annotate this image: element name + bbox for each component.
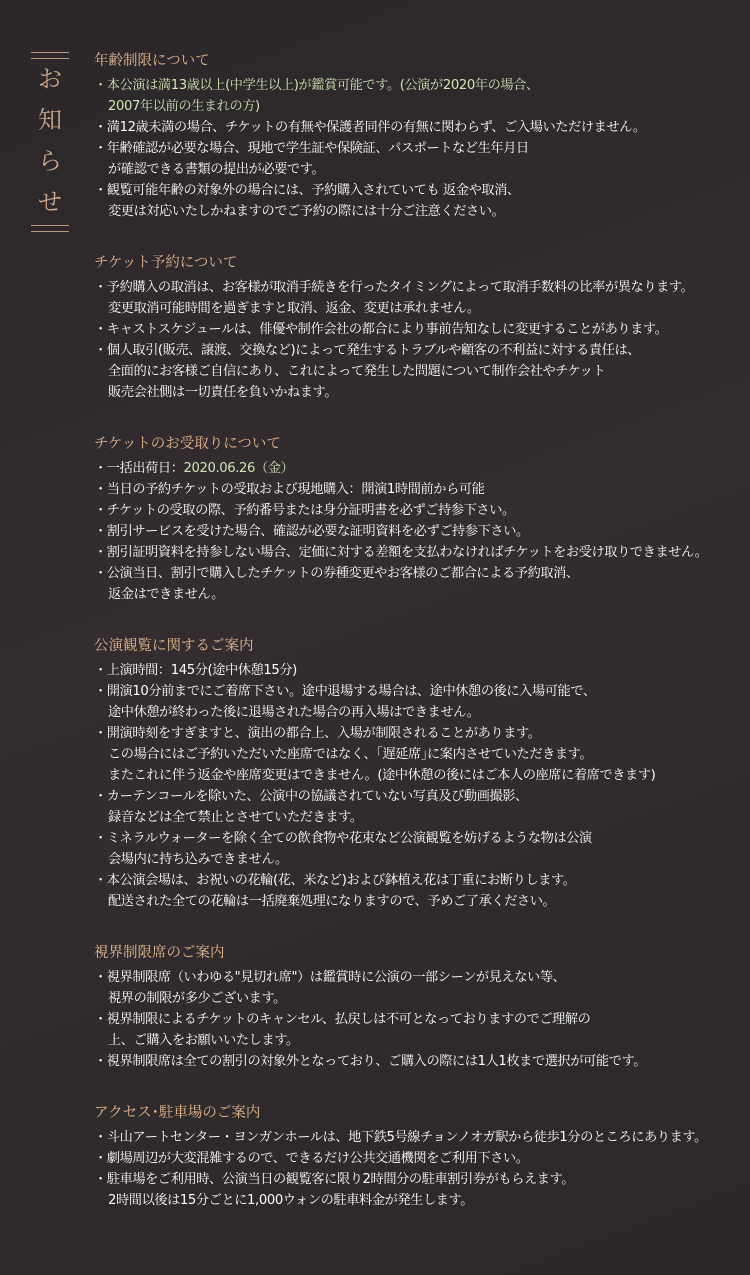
notice-item-text: 途中休憩が終わった後に退場された場合の再入場はできません。 bbox=[108, 705, 480, 720]
notice-item-text: 変更取消可能時間を過ぎますと取消、返金、変更は承れません。 bbox=[108, 301, 480, 316]
notice-item-line bbox=[94, 1030, 744, 1051]
section-heading: 年齢制限について bbox=[94, 53, 210, 69]
notice-item-text: 販売会社側は一切責任を負いかねます。 bbox=[108, 385, 338, 400]
notice-item-text: 上、ご購入をお願いいたします。 bbox=[108, 1033, 299, 1048]
notice-item-line bbox=[94, 1148, 744, 1169]
notice-item bbox=[94, 1169, 744, 1211]
notice-item bbox=[94, 479, 744, 500]
notice-section bbox=[94, 50, 744, 222]
notice-item-text: ・予約購入の取消は、お客様が取消手続きを行ったタイミングによって取消手数料の比率が異なります。 bbox=[94, 280, 694, 295]
notice-item-line bbox=[94, 1127, 744, 1148]
notice-item-line bbox=[94, 1009, 744, 1030]
notice-item-text: ・本公演会場は、お祝いの花輪(花、米など)および鉢植え花は丁重にお断りします。 bbox=[94, 873, 576, 888]
notice-item-line bbox=[94, 298, 744, 319]
notice-item-text: ・キャストスケジュールは、俳優や制作会社の都合により事前告知なしに変更することがあります。 bbox=[94, 322, 668, 337]
notice-item-text: ・開演10分前までにご着席下さい。途中退場する場合は、途中休憩の後に入場可能で、 bbox=[94, 684, 596, 699]
notice-item-text: ・チケットの受取の際、予約番号または身分証明書を必ずご持参下さい。 bbox=[94, 503, 515, 518]
notice-item bbox=[94, 967, 744, 1009]
notice-item-text: 変更は対応いたしかねますのでご予約の際には十分ご注意ください。 bbox=[108, 204, 505, 219]
notice-item-line bbox=[94, 117, 744, 138]
section-heading: 視界制限席のご案内 bbox=[94, 945, 225, 961]
notice-item bbox=[94, 723, 744, 786]
notice-item bbox=[94, 660, 744, 681]
section-heading: チケット予約について bbox=[94, 255, 238, 271]
notice-item-line bbox=[94, 1051, 744, 1072]
notice-item-text: ・割引サービスを受けた場合、確認が必要な証明資料を必ずご持参下さい。 bbox=[94, 524, 529, 539]
notice-item bbox=[94, 277, 744, 319]
notice-item-line bbox=[94, 891, 744, 912]
notice-item-line bbox=[94, 521, 744, 542]
notice-char: せ bbox=[38, 188, 62, 216]
notice-item-line bbox=[94, 584, 744, 605]
notice-section bbox=[94, 1102, 744, 1211]
notice-item-line bbox=[94, 361, 744, 382]
notice-item-text: ・個人取引(販売、譲渡、交換など)によって発生するトラブルや顧客の不利益に対する責任は、 bbox=[94, 343, 641, 358]
notice-item-text: 録音などは全て禁止とさせていただきます。 bbox=[108, 810, 363, 825]
notice-item-line bbox=[94, 702, 744, 723]
notice-item-line bbox=[94, 870, 744, 891]
notice-content bbox=[94, 50, 744, 1241]
notice-item bbox=[94, 1051, 744, 1072]
notice-item-line bbox=[94, 340, 744, 361]
notice-item-line bbox=[94, 988, 744, 1009]
notice-item-text: ・満12歳未満の場合、チケットの有無や保護者同伴の有無に関わらず、ご入場いただけません。 bbox=[94, 120, 646, 135]
notice-item-line bbox=[94, 458, 744, 479]
notice-section bbox=[94, 433, 744, 605]
notice-char: 知 bbox=[38, 106, 62, 134]
notice-section bbox=[94, 942, 744, 1072]
notice-item-text: ・年齢確認が必要な場合、現地で学生証や保険証、パスポートなど生年月日 bbox=[94, 141, 529, 156]
notice-char: ら bbox=[38, 147, 62, 175]
notice-item-line bbox=[94, 138, 744, 159]
notice-item-line bbox=[94, 542, 744, 563]
notice-item-text: ・開演時刻をすぎますと、演出の都合上、入場が制限されることがあります。 bbox=[94, 726, 541, 741]
notice-item-text: ・視界制限席は全ての割引の対象外となっており、ご購入の際には1人1枚まで選択が可能です。 bbox=[94, 1054, 646, 1069]
notice-char: お bbox=[38, 65, 62, 93]
notice-item-text: 会場内に持ち込みできません。 bbox=[108, 852, 288, 867]
notice-section bbox=[94, 252, 744, 403]
notice-item bbox=[94, 340, 744, 403]
notice-item-text: 2007年以前の生まれの方) bbox=[108, 99, 260, 114]
notice-label-box bbox=[31, 58, 69, 226]
notice-item-text: ・観覧可能年齢の対象外の場合には、予約購入されていても 返金や取消、 bbox=[94, 183, 520, 198]
notice-item-text: が確認できる書類の提出が必要です。 bbox=[108, 162, 325, 177]
notice-item bbox=[94, 75, 744, 117]
notice-item-text: ・割引証明資料を持参しない場合、定価に対する差額を支払わなければチケットをお受け取りできません。 bbox=[94, 545, 708, 560]
notice-item-line bbox=[94, 849, 744, 870]
shipping-date: 2020.06.26（金） bbox=[183, 461, 294, 476]
section-heading: 公演観覧に関するご案内 bbox=[94, 638, 254, 654]
notice-item bbox=[94, 542, 744, 563]
notice-item-line bbox=[94, 765, 744, 786]
notice-item-line bbox=[94, 1169, 744, 1190]
notice-item bbox=[94, 1009, 744, 1051]
notice-item-line bbox=[94, 681, 744, 702]
section-heading: アクセス･駐車場のご案内 bbox=[94, 1105, 261, 1121]
notice-item-line bbox=[94, 967, 744, 988]
notice-item-text: ・ミネラルウォーターを除く全ての飲食物や花束など公演観覧を妨げるような物は公演 bbox=[94, 831, 592, 846]
notice-item bbox=[94, 180, 744, 222]
notice-item-line bbox=[94, 479, 744, 500]
notice-item-line bbox=[94, 660, 744, 681]
notice-item-line bbox=[94, 382, 744, 403]
section-heading: チケットのお受取りについて bbox=[94, 436, 281, 452]
notice-item-text: ・公演当日、割引で購入したチケットの券種変更やお客様のご都合による予約取消、 bbox=[94, 566, 579, 581]
notice-item bbox=[94, 319, 744, 340]
notice-item-text: 2時間以後は15分ごとに1,000ウォンの駐車料金が発生します。 bbox=[108, 1193, 474, 1208]
notice-item-line bbox=[94, 319, 744, 340]
notice-item bbox=[94, 563, 744, 605]
notice-item-text: ・視界制限席（いわゆる"見切れ席"）は鑑賞時に公演の一部シーンが見えない等、 bbox=[94, 970, 566, 985]
notice-item bbox=[94, 681, 744, 723]
notice-item-line bbox=[94, 96, 744, 117]
notice-item bbox=[94, 458, 744, 479]
notice-item-line bbox=[94, 786, 744, 807]
notice-item-text: またこれに伴う返金や座席変更はできません。(途中休憩の後にはご本人の座席に着席できます) bbox=[108, 768, 656, 783]
notice-item-text: ・劇場周辺が大変混雑するので、できるだけ公共交通機関をご利用下さい。 bbox=[94, 1151, 529, 1166]
notice-item-line bbox=[94, 180, 744, 201]
notice-item-text: ・カーテンコールを除いた、公演中の協議されていない写真及び動画撮影、 bbox=[94, 789, 528, 804]
notice-item-text: 返金はできません。 bbox=[108, 587, 224, 602]
notice-item-text: 配送された全ての花輪は一括廃棄処理になりますので、予めご了承ください。 bbox=[108, 894, 556, 909]
notice-item bbox=[94, 786, 744, 828]
notice-item bbox=[94, 870, 744, 912]
notice-item-line bbox=[94, 723, 744, 744]
notice-item-line bbox=[94, 277, 744, 298]
notice-item-line bbox=[94, 201, 744, 222]
notice-section bbox=[94, 635, 744, 912]
notice-item-line bbox=[94, 563, 744, 584]
notice-item-line bbox=[94, 500, 744, 521]
notice-item-text: 視界の制限が多少ございます。 bbox=[108, 991, 286, 1006]
notice-item bbox=[94, 500, 744, 521]
notice-item bbox=[94, 828, 744, 870]
notice-item-text: ・斗山アートセンター・ヨンガンホールは、地下鉄5号線チョンノオガ駅から徒歩1分のところにあります。 bbox=[94, 1130, 707, 1145]
notice-item-text: 全面的にお客様ご自信にあり、これによって発生した問題について制作会社やチケット bbox=[108, 364, 606, 379]
notice-item-line bbox=[94, 159, 744, 180]
notice-item bbox=[94, 1127, 744, 1148]
notice-item-line bbox=[94, 828, 744, 849]
notice-item-line bbox=[94, 75, 744, 96]
notice-item-line bbox=[94, 744, 744, 765]
notice-item-text: ・視界制限によるチケットのキャンセル、払戻しは不可となっておりますのでご理解の bbox=[94, 1012, 591, 1027]
notice-item bbox=[94, 1148, 744, 1169]
notice-item-text: ・駐車場をご利用時、公演当日の観覧客に限り2時間分の駐車割引券がもらえます。 bbox=[94, 1172, 575, 1187]
notice-item-line bbox=[94, 807, 744, 828]
notice-item bbox=[94, 117, 744, 138]
notice-item-text: ・上演時間：145分(途中休憩15分) bbox=[94, 663, 297, 678]
notice-item bbox=[94, 521, 744, 542]
notice-item-text: ・本公演は満13歳以上(中学生以上)が鑑賞可能です。(公演が2020年の場合、 bbox=[94, 78, 539, 93]
notice-item-text: ・当日の予約チケットの受取および現地購入：開演1時間前から可能 bbox=[94, 482, 485, 497]
notice-item bbox=[94, 138, 744, 180]
notice-item-line bbox=[94, 1190, 744, 1211]
notice-item-text: この場合にはご予約いただいた座席ではなく、｢遅延席｣に案内させていただきます。 bbox=[108, 747, 593, 762]
notice-item-text: ・一括出荷日： bbox=[94, 461, 184, 476]
